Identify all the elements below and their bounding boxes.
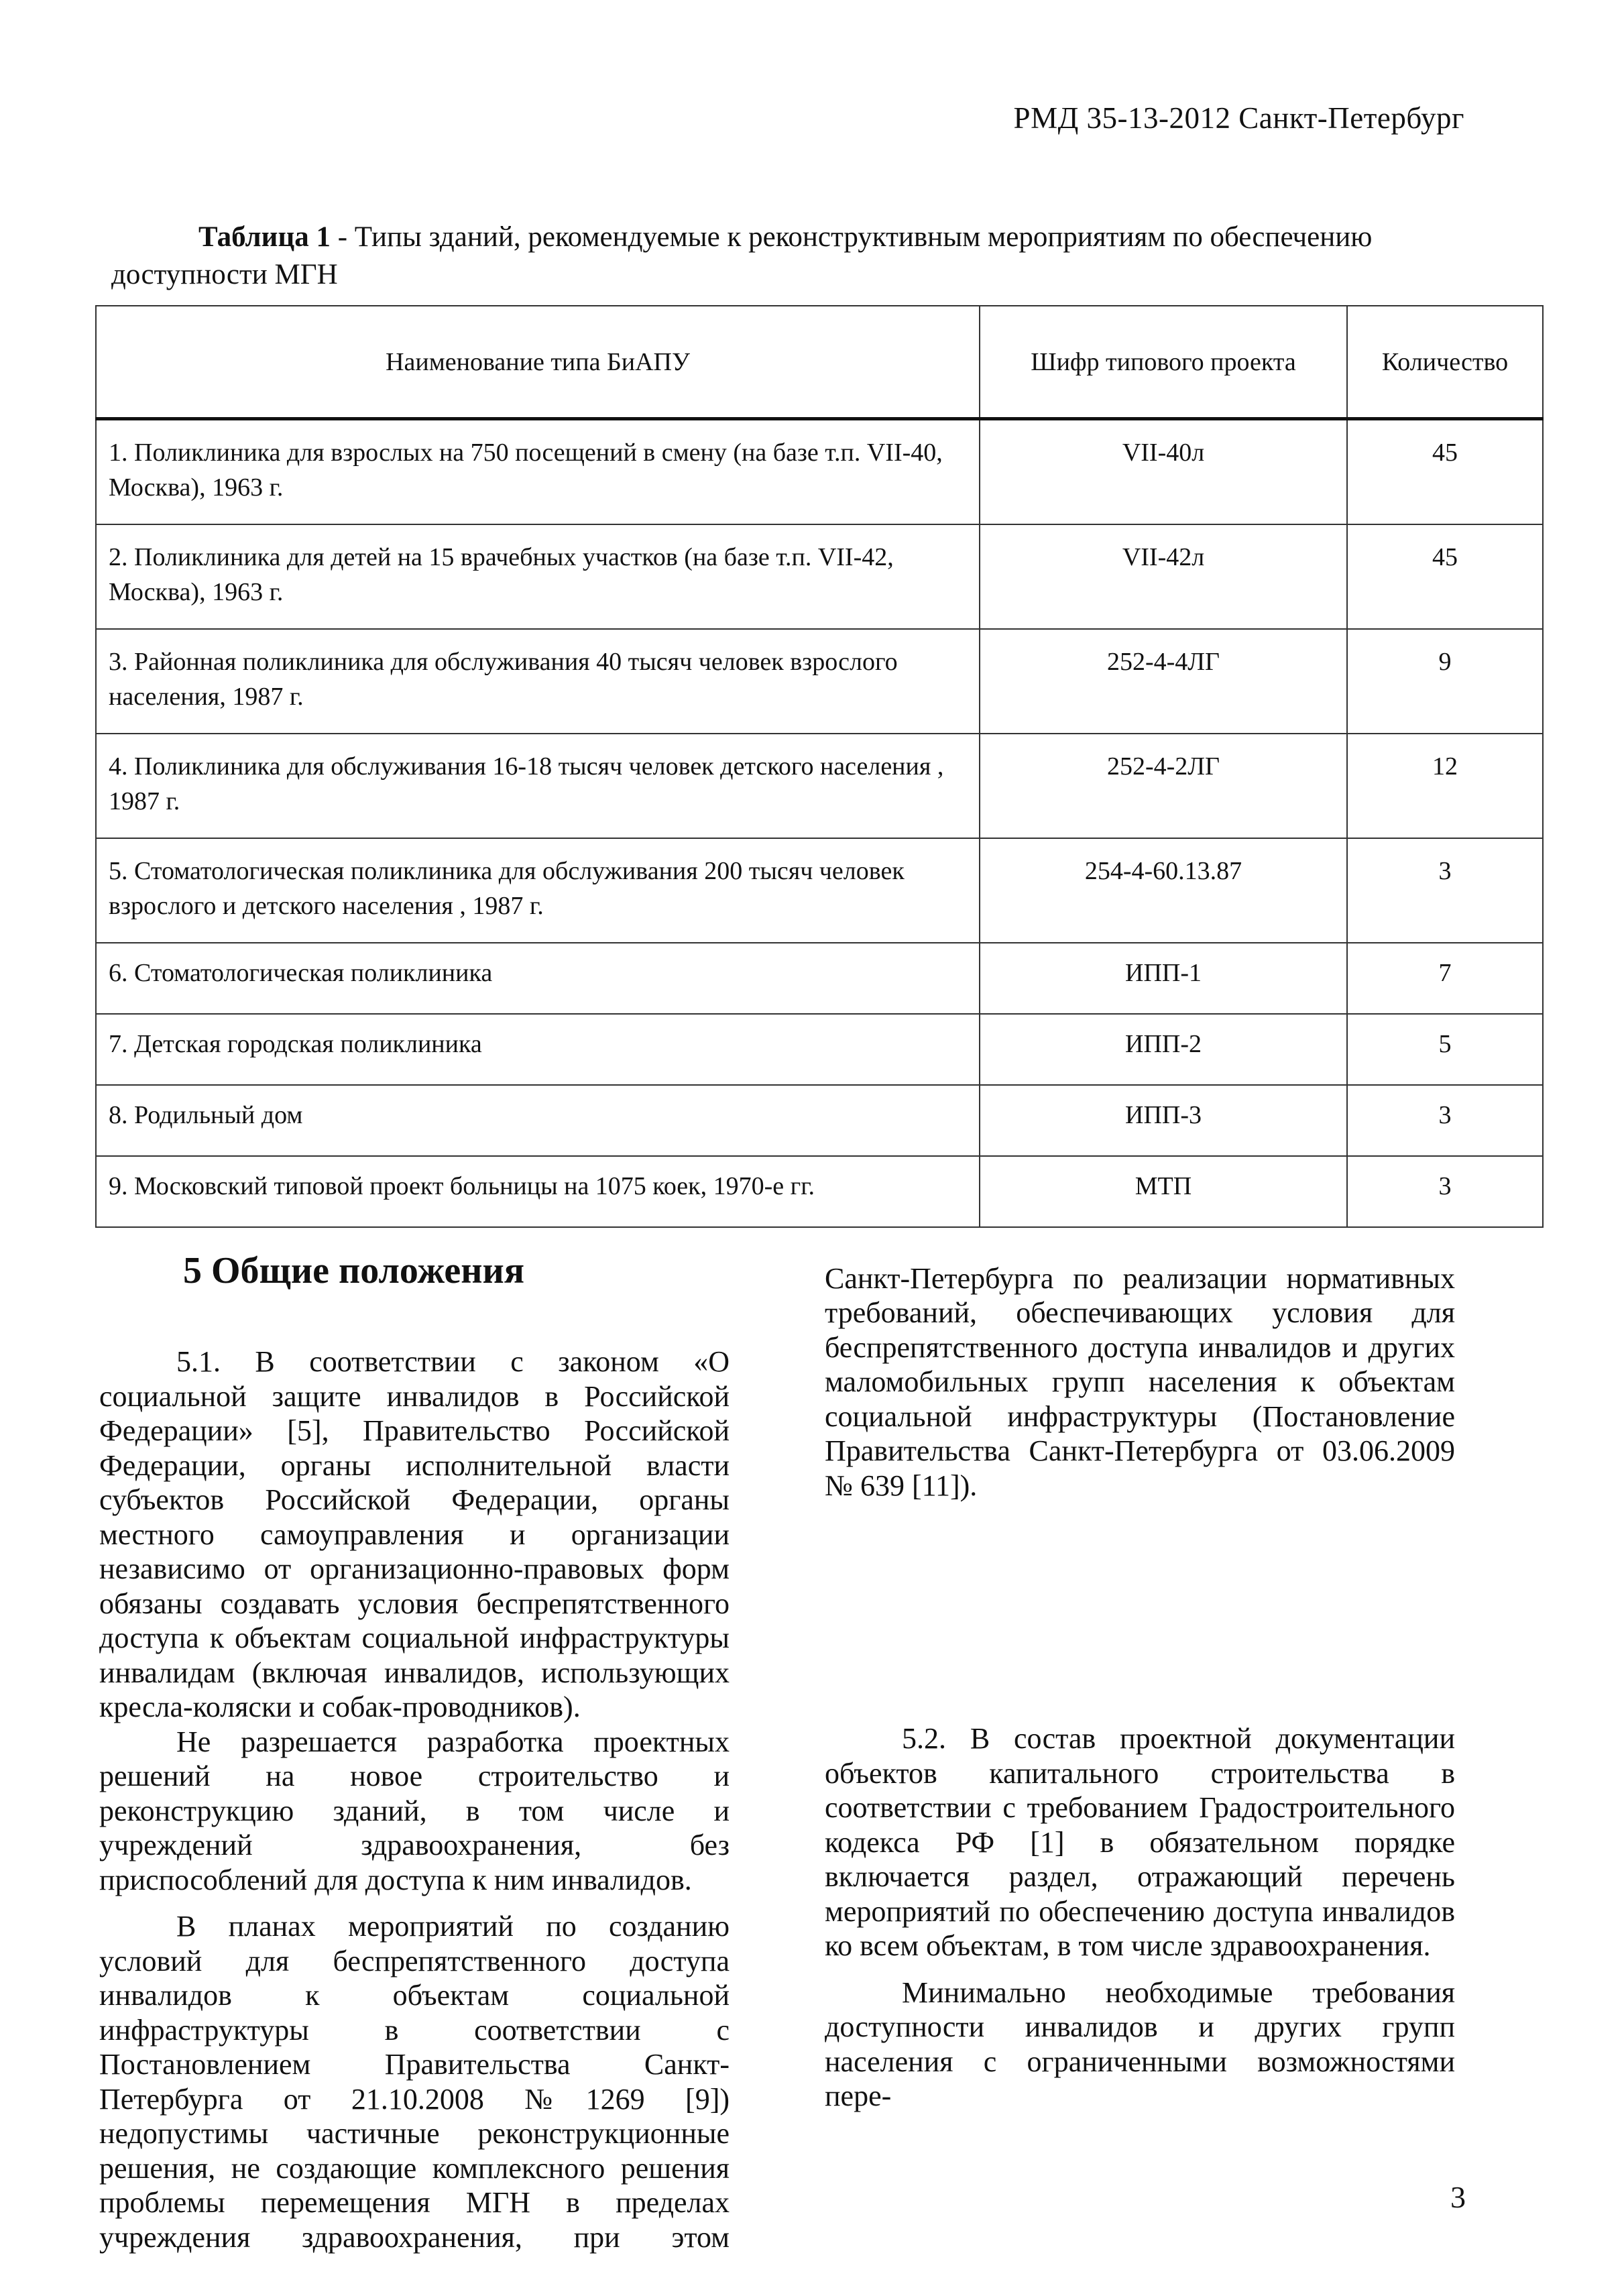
row-code: ИПП-3	[980, 1085, 1347, 1156]
row-quantity: 3	[1347, 1085, 1543, 1156]
table-row	[96, 1156, 1543, 1227]
row-name: 6. Стоматологическая поликлиника	[96, 943, 980, 1014]
row-quantity: 12	[1347, 734, 1543, 838]
page-number: 3	[1450, 2180, 1466, 2214]
paragraph-plans: В планах мероприятий по созданию условий для беспрепятственного доступа инвалидов к объектам социальной инфраструктуры в соответствии с Постановлением Правительства Санкт-Петербурга от 21.10.2008 №1269 [9]) недопустимы частичные реконструкционные решения, не создающие комплексного решения проблемы перемещения МГН в пределах учреждения здравоохранения, при этом	[99, 1910, 730, 2254]
paragraph-5-1: 5.1. В соответствии с законом «О социальной защите инвалидов в Российской Федерации» [5], Правительство Российской Федерации, органы исполнительной власти субъектов Российской Федерации, органы местного самоуправления и организации независимо от организационно-правовых форм обязаны создавать условия беспрепятственного доступа к объектам социальной инфраструктуры инвалидам (включая инвалидов, использующих кресла-коляски и собак-проводников).	[99, 1345, 730, 1723]
row-name: 8. Родильный дом	[96, 1085, 980, 1156]
row-name: 2. Поликлиника для детей на 15 врачебных участков (на базе т.п. VII-42, Москва), 1963 г.	[96, 524, 980, 629]
table-row	[96, 629, 1543, 734]
paragraph-5-2: 5.2. В состав проектной документации объектов капитального строительства в соответствии с требованием Градостроительного кодекса РФ [1] в обязательном порядке включается раздел, отражающий перечень мероприятий по обеспечению доступа инвалидов ко всем объектам, в том числе здравоохранения.	[825, 1722, 1455, 1962]
row-quantity: 7	[1347, 943, 1543, 1014]
row-name: 5. Стоматологическая поликлиника для обслуживания 200 тысяч человек взрослого и детского населения , 1987 г.	[96, 838, 980, 943]
row-code: VII-42л	[980, 524, 1347, 629]
row-code: 252-4-2ЛГ	[980, 734, 1347, 838]
row-code: ИПП-2	[980, 1014, 1347, 1085]
row-quantity: 45	[1347, 419, 1543, 525]
building-types-table	[95, 305, 1544, 1228]
row-name: 4. Поликлиника для обслуживания 16-18 тысяч человек детского населения , 1987 г.	[96, 734, 980, 838]
table-caption	[111, 219, 1493, 294]
row-code: ИПП-1	[980, 943, 1347, 1014]
row-name: 9. Московский типовой проект больницы на 1075 коек, 1970-е гг.	[96, 1156, 980, 1227]
row-code: VII-40л	[980, 419, 1347, 525]
row-name: 1. Поликлиника для взрослых на 750 посещений в смену (на базе т.п. VII-40, Москва), 1963 г.	[96, 419, 980, 525]
row-quantity: 3	[1347, 838, 1543, 943]
table-row	[96, 419, 1543, 525]
table-row	[96, 838, 1543, 943]
paragraph-min-requirements: Минимально необходимые требования доступности инвалидов и других групп населения с ограниченными возможностями пере-	[825, 1975, 1455, 2112]
table-caption-text: - Типы зданий, рекомендуемые к реконструктивным мероприятиям по обеспечению доступности МГН	[111, 221, 1373, 290]
section-title: 5 Общие положения	[183, 1250, 525, 1292]
table-row	[96, 1014, 1543, 1085]
table-row	[96, 943, 1543, 1014]
header-quantity: Количество	[1347, 306, 1543, 419]
row-code: МТП	[980, 1156, 1347, 1227]
header-code: Шифр типового проекта	[980, 306, 1347, 419]
table-row	[96, 734, 1543, 838]
text-column-left	[99, 1247, 730, 2254]
paragraph-no-design: Не разрешается разработка проектных решений на новое строительство и реконструкцию зданий, в том числе и учреждений здравоохранения, без приспособлений для доступа к ним инвалидов.	[99, 1725, 730, 1896]
row-quantity: 5	[1347, 1014, 1543, 1085]
row-name: 3. Районная поликлиника для обслуживания 40 тысяч человек взрослого населения, 1987 г.	[96, 629, 980, 734]
table-header-row	[96, 306, 1543, 419]
document-code-header: РМД 35-13-2012 Санкт-Петербург	[1013, 101, 1464, 135]
table-row	[96, 524, 1543, 629]
paragraph-plans-continued: Санкт-Петербурга по реализации нормативных требований, обеспечивающих условия для беспрепятственного доступа инвалидов и других маломобильных групп населения к объектам социальной инфраструктуры (Постановление Правительства Санкт-Петербурга от 03.06.2009 № 639 [11]).	[825, 1261, 1455, 1502]
table-label: Таблица 1	[198, 221, 331, 253]
row-name: 7. Детская городская поликлиника	[96, 1014, 980, 1085]
row-quantity: 9	[1347, 629, 1543, 734]
row-code: 254-4-60.13.87	[980, 838, 1347, 943]
row-quantity: 3	[1347, 1156, 1543, 1227]
row-code: 252-4-4ЛГ	[980, 629, 1347, 734]
table-row	[96, 1085, 1543, 1156]
text-column-right	[825, 1261, 1455, 2114]
row-quantity: 45	[1347, 524, 1543, 629]
header-name: Наименование типа БиАПУ	[96, 306, 980, 419]
